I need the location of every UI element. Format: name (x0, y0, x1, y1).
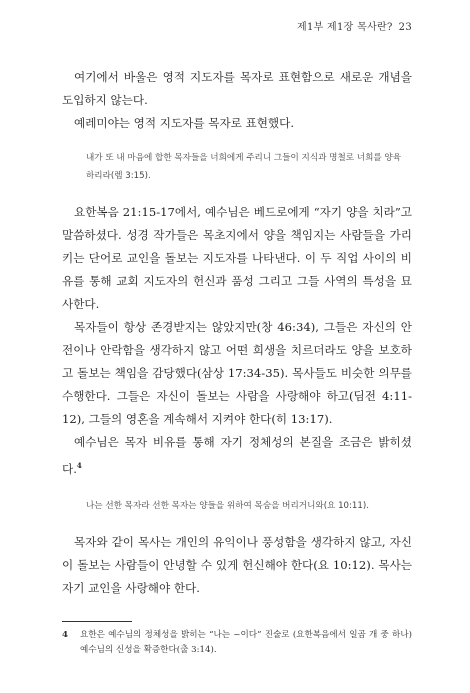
footnote-reference[interactable]: 4 (76, 461, 82, 470)
paragraph-2: 예레미야는 영적 지도자를 목자로 표현했다. (74, 116, 295, 130)
paragraph-4: 목자들이 항상 존경받지는 않았지만(창 46:34), 그들은 자신의 안전이나 안락함을 생각하지 않고 어떤 희생을 치르더라도 양을 보호하고 돌보는 책임을 감당했다(삼상 17:34-35). 목사들도 비슷한 의무를 수행한다. 그들은 자신이 돌보는 사람을 사랑해야 하고(딤전 4:11-12), 그들의 영혼을 계속해서 지켜야 한다(히 13:17). (62, 320, 412, 426)
block-quote-2: 나는 선한 목자라 선한 목자는 양들을 위하여 목숨을 버리거니와(요 10:11). (86, 500, 369, 511)
paragraph-3: 요한복음 21:15-17에서, 예수님은 베드로에게 “자기 양을 치라”고 말씀하셨다. 성경 작가들은 목초지에서 양을 책임지는 사람들을 가리키는 단어로 교인을 돌보는 지도자를 나타낸다. 이 두 직업 사이의 비유를 통해 교회 지도자의 헌신과 품성 그리고 그들 사역의 특성을 묘사한다. (62, 205, 412, 311)
footnote-text: 요한은 예수님의 정체성을 밝히는 “나는 ~이다” 진술로 (요한복음에서 일곱 개 중 하나) 예수님의 신성을 확증한다(출 3:14). (80, 630, 412, 655)
footnote-4 (62, 628, 412, 658)
running-header (297, 18, 412, 33)
footnote-divider (62, 621, 132, 622)
chapter-title: 제1부 제1장 목사란? (297, 22, 393, 33)
paragraph-5-text: 예수님은 목자 비유를 통해 자기 정체성의 본질을 조금은 밝히셨다. (62, 435, 412, 476)
footnote-number: 4 (62, 630, 68, 640)
paragraph-1: 여기에서 바울은 영적 지도자를 목자로 표현함으로 새로운 개념을 도입하지 않는다. (62, 70, 412, 107)
paragraph-6: 목자와 같이 목사는 개인의 유익이나 풍성함을 생각하지 않고, 자신이 돌보는 사람들이 안녕할 수 있게 헌신해야 한다(요 10:12). 목사는 자기 교인을 사랑해야 한다. (62, 534, 412, 595)
block-quote-1: 내가 또 내 마음에 합한 목자들을 너희에게 주리니 그들이 지식과 명철로 너희를 양육하리라(렘 3:15). (86, 153, 402, 181)
footnote-area (62, 621, 412, 658)
main-text (62, 66, 412, 600)
paragraph-5 (62, 431, 412, 481)
page-number: 23 (398, 22, 412, 33)
